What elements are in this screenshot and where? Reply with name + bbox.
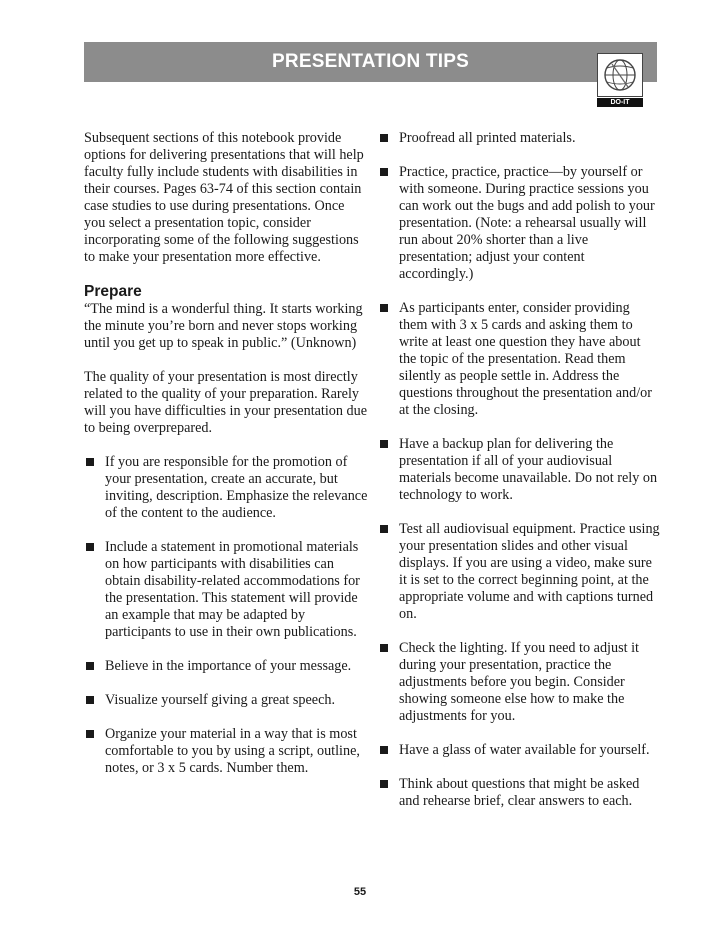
preparation-paragraph: The quality of your presentation is most directly related to the quality of your preparation. Rarely will you have difficulties in your presentation due to being overprepared.: [84, 369, 368, 436]
list-item: [378, 776, 660, 810]
list-item: [84, 454, 368, 522]
list-item: [378, 164, 660, 283]
list-item: [378, 130, 660, 147]
bullet-square-icon: [380, 525, 388, 533]
list-item: [84, 658, 368, 675]
list-item: [84, 692, 368, 709]
list-item-text: Have a backup plan for delivering the presentation if all of your audiovisual materials become unavailable. Do not rely on technology to work.: [399, 436, 658, 503]
quote-paragraph: “The mind is a wonderful thing. It starts working the minute you’re born and never stops working until you get up to speak in public.” (Unknown): [84, 301, 363, 351]
list-item-text: As participants enter, consider providing them with 3 x 5 cards and asking them to write at least one question they have about the topic of the presentation. Read them silently as people settle in. Address the questions throughout the presentation and/or at the closing.: [399, 300, 652, 418]
bullet-square-icon: [380, 644, 388, 652]
list-item: [378, 300, 660, 419]
list-item-text: If you are responsible for the promotion of your presentation, create an accurate, but inviting, description. Emphasize the relevance of the content to the audience.: [105, 454, 368, 521]
list-item-text: Test all audiovisual equipment. Practice using your presentation slides and other visual displays. If you are using a video, make sure it is set to the correct beginning point, at the appropriate volume and with captions turned on.: [399, 521, 660, 622]
list-item-text: Believe in the importance of your message.: [105, 658, 352, 674]
list-item-text: Include a statement in promotional materials on how participants with disabilities can obtain disability-related accommodations for the presentation. This statement will provide an example that may be adapted by participants to use in their own publications.: [105, 539, 360, 640]
list-item: [378, 742, 660, 759]
list-item: [378, 436, 660, 504]
right-column: [378, 130, 660, 810]
bullet-square-icon: [380, 134, 388, 142]
page-number: 55: [353, 886, 367, 898]
list-item: [84, 539, 368, 641]
list-item-text: Organize your material in a way that is most comfortable to you by using a script, outline, notes, or 3 x 5 cards. Number them.: [105, 726, 360, 776]
logo-label: DO-IT: [597, 98, 643, 107]
list-item: [378, 640, 660, 725]
bullet-square-icon: [380, 440, 388, 448]
list-item-text: Visualize yourself giving a great speech.: [105, 692, 336, 708]
bullet-square-icon: [86, 662, 94, 670]
bullet-square-icon: [380, 168, 388, 176]
list-item-text: Practice, practice, practice—by yourself or with someone. During practice sessions you can work out the bugs and add polish to your presentation. (Note: a rehearsal usually will run about 20% shorter than a live presentation; adjust your content accordingly.): [399, 164, 655, 282]
intro-paragraph: Subsequent sections of this notebook provide options for delivering presentations that will help faculty fully include students with disabilities in their courses. Pages 63-74 of this section contain case studies to use during presentations. Once you select a presentation topic, consider incorporating some of the following suggestions to make your presentation more effective.: [84, 130, 364, 265]
bullet-square-icon: [86, 730, 94, 738]
list-item-text: Think about questions that might be asked and rehearse brief, clear answers to each.: [399, 776, 640, 809]
bullet-square-icon: [86, 543, 94, 551]
globe-logo-icon: [597, 53, 643, 97]
list-item-text: Have a glass of water available for yourself.: [399, 742, 650, 758]
list-item: [378, 521, 660, 623]
left-column: [84, 130, 368, 777]
page-title: PRESENTATION TIPS: [272, 51, 469, 72]
list-item-text: Proofread all printed materials.: [399, 130, 576, 146]
bullet-square-icon: [86, 458, 94, 466]
bullet-square-icon: [86, 696, 94, 704]
bullet-square-icon: [380, 780, 388, 788]
list-item: [84, 726, 368, 777]
section-heading-prepare: Prepare: [84, 283, 142, 300]
bullet-square-icon: [380, 746, 388, 754]
list-item-text: Check the lighting. If you need to adjust it during your presentation, practice the adjustments before you begin. Consider showing someone else how to make the adjustments for you.: [399, 640, 639, 724]
bullet-square-icon: [380, 304, 388, 312]
